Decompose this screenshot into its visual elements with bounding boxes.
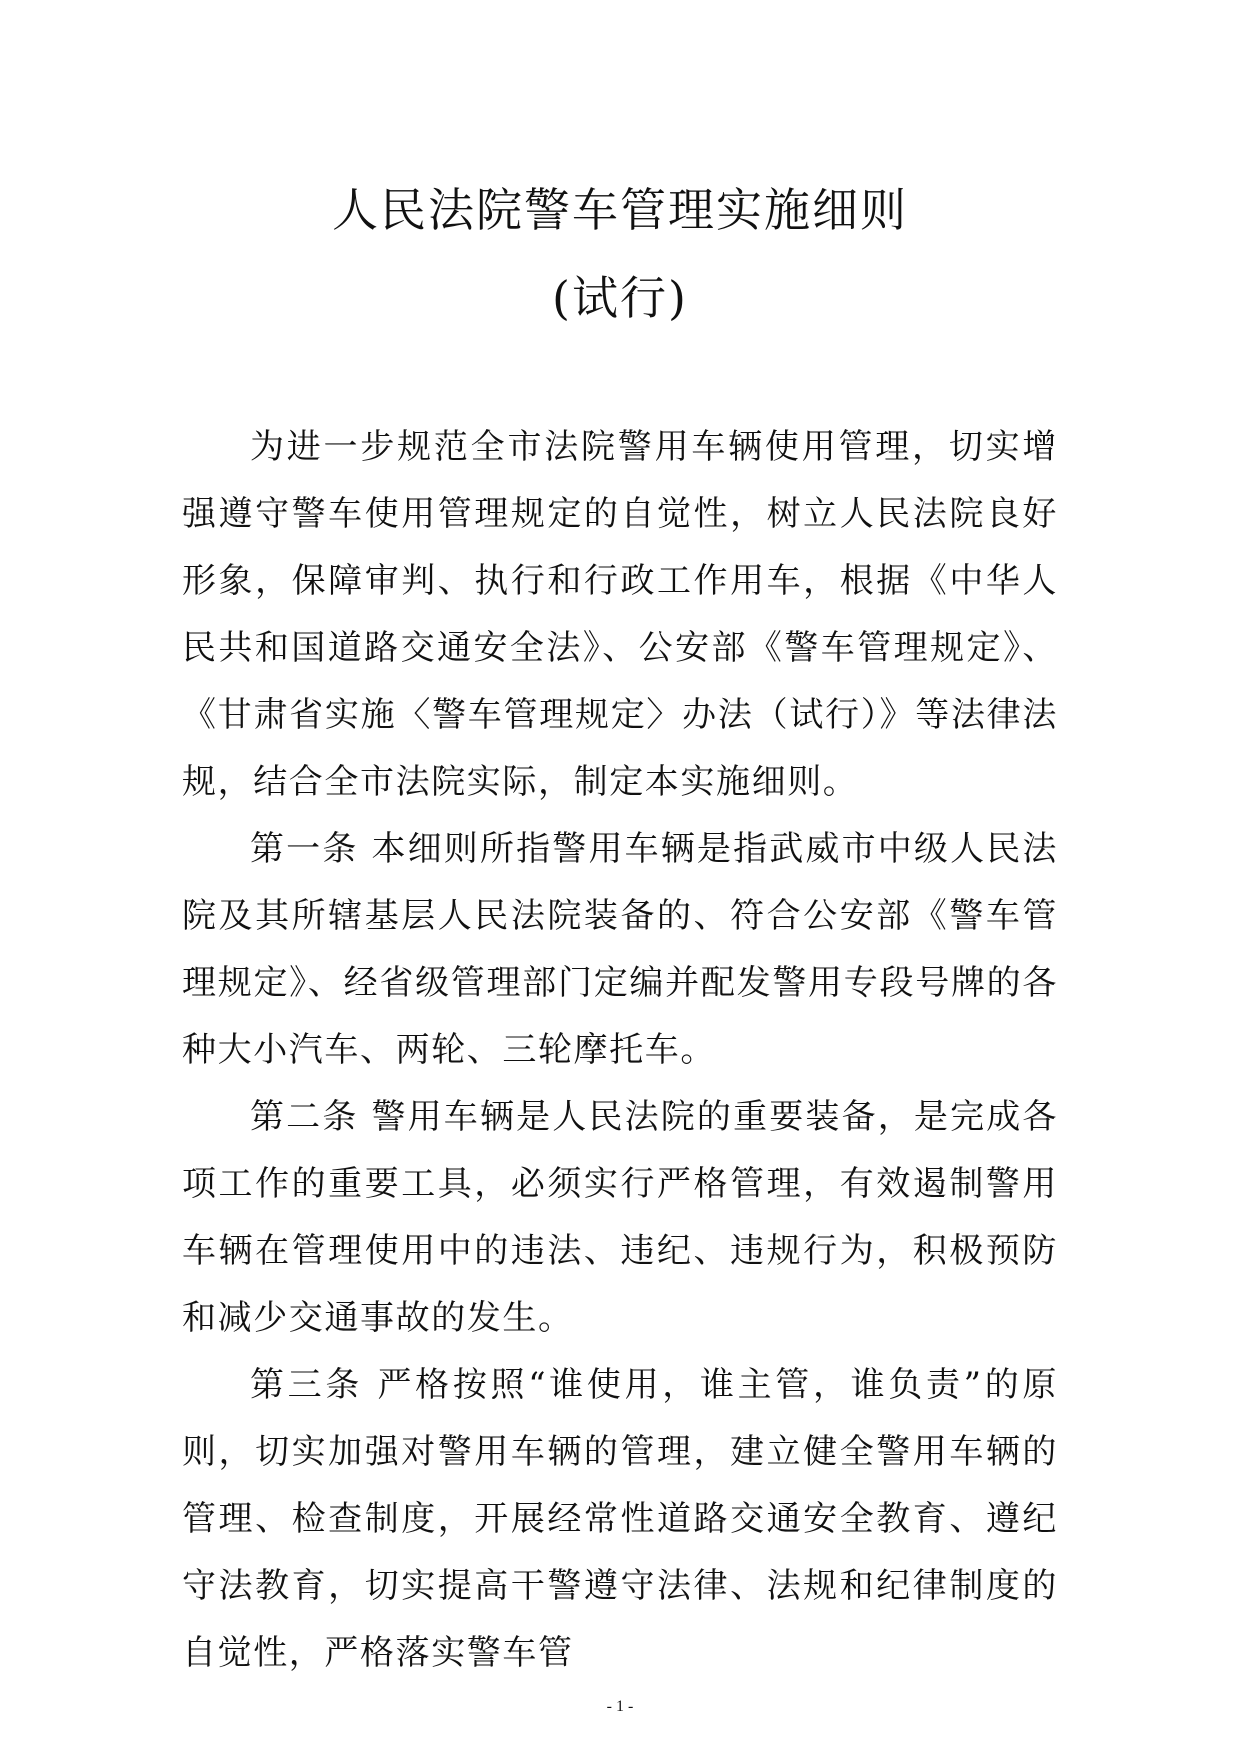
document-body [182, 414, 1058, 1687]
paragraph-preamble: 为进一步规范全市法院警用车辆使用管理，切实增强遵守警车使用管理规定的自觉性，树立人民法院良好形象，保障审判、执行和行政工作用车，根据《中华人民共和国道路交通安全法》、公安部《警车管理规定》、《甘肃省实施〈警车管理规定〉办法（试行）》等法律法规，结合全市法院实际，制定本实施细则。 [182, 427, 1058, 802]
page-number: - 1 - [606, 1698, 634, 1715]
paragraph-article-3: 第三条 严格按照“谁使用，谁主管，谁负责”的原则，切实加强对警用车辆的管理，建立健全警用车辆的管理、检查制度，开展经常性道路交通安全教育、遵纪守法教育，切实提高干警遵守法律、法规和纪律制度的自觉性，严格落实警车管 [182, 1365, 1058, 1673]
document-title: 人民法院警车管理实施细则 [332, 183, 908, 237]
document-subtitle: (试行) [552, 271, 688, 325]
paragraph-article-1: 第一条 本细则所指警用车辆是指武威市中级人民法院及其所辖基层人民法院装备的、符合公安部《警车管理规定》、经省级管理部门定编并配发警用专段号牌的各种大小汽车、两轮、三轮摩托车。 [182, 829, 1058, 1070]
paragraph-article-2: 第二条 警用车辆是人民法院的重要装备，是完成各项工作的重要工具，必须实行严格管理，有效遏制警用车辆在管理使用中的违法、违纪、违规行为，积极预防和减少交通事故的发生。 [182, 1097, 1058, 1338]
